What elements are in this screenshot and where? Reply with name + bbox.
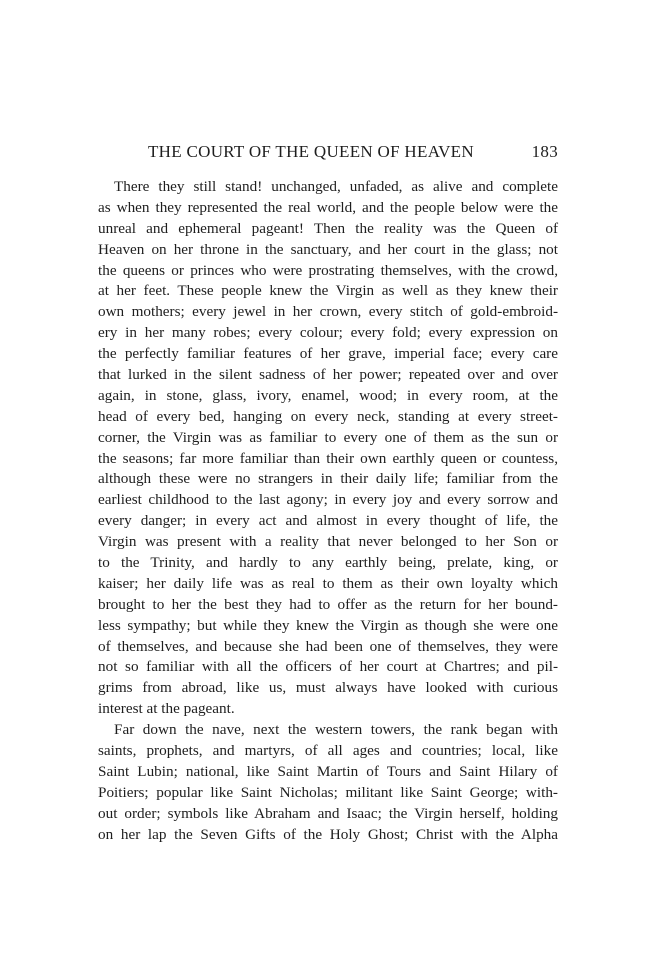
text-line: Poitiers; popular like Saint Nicholas; militant like Saint George; with- xyxy=(98,783,558,801)
text-line: again, in stone, glass, ivory, enamel, wood; in every room, at the xyxy=(98,386,558,404)
text-line: the seasons; far more familiar than their own earthly queen or countess, xyxy=(98,449,558,467)
text-line: Heaven on her throne in the sanctuary, and her court in the glass; not xyxy=(98,240,558,258)
text-line: at her feet. These people knew the Virgin as well as they knew their xyxy=(98,282,558,300)
text-line: less sympathy; but while they knew the Virgin as though she were one xyxy=(98,616,558,634)
text-line: grims from abroad, like us, must always have looked with curious xyxy=(98,679,558,697)
text-line: the queens or princes who were prostrating themselves, with the crowd, xyxy=(98,261,558,279)
text-line: brought to her the best they had to offer as the return for her bound- xyxy=(98,595,558,613)
text-line: saints, prophets, and martyrs, of all ages and countries; local, like xyxy=(98,742,558,760)
text-line: Saint Lubin; national, like Saint Martin of Tours and Saint Hilary of xyxy=(98,762,558,780)
text-line: although these were no strangers in their daily life; familiar from the xyxy=(98,470,558,488)
text-line: the perfectly familiar features of her grave, imperial face; every care xyxy=(98,345,558,363)
running-title: THE COURT OF THE QUEEN OF HEAVEN xyxy=(148,142,474,161)
text-line: unreal and ephemeral pageant! Then the reality was the Queen of xyxy=(98,219,558,237)
text-line: out order; symbols like Abraham and Isaac; the Virgin herself, holding xyxy=(98,804,558,822)
text-line: interest at the pageant. xyxy=(98,700,235,718)
text-line: kaiser; her daily life was as real to them as their own loyalty which xyxy=(98,574,558,592)
text-line: There they still stand! unchanged, unfaded, as alive and complete xyxy=(114,178,558,195)
text-line: Virgin was present with a reality that never belonged to her Son or xyxy=(98,533,558,551)
text-line: to the Trinity, and hardly to any earthly being, prelate, king, or xyxy=(98,554,558,572)
text-line: every danger; in every act and almost in every thought of life, the xyxy=(98,512,558,530)
text-line: not so familiar with all the officers of her court at Chartres; and pil- xyxy=(98,658,558,676)
text-line: ery in her many robes; every colour; every fold; every expression on xyxy=(98,324,558,342)
text-line: as when they represented the real world, and the people below were the xyxy=(98,198,558,216)
text-line: own mothers; every jewel in her crown, every stitch of gold-embroid- xyxy=(98,303,558,321)
page-number: 183 xyxy=(531,142,558,161)
text-line: corner, the Virgin was as familiar to every one of them as the sun or xyxy=(98,428,558,446)
running-header xyxy=(148,142,558,166)
text-line: head of every bed, hanging on every neck, standing at every street- xyxy=(98,407,558,425)
body-text xyxy=(98,177,558,846)
text-line: of themselves, and because she had been one of themselves, they were xyxy=(98,637,558,655)
text-line: earliest childhood to the last agony; in every joy and every sorrow and xyxy=(98,491,558,509)
text-line: on her lap the Seven Gifts of the Holy Ghost; Christ with the Alpha xyxy=(98,825,558,843)
text-line: Far down the nave, next the western towers, the rank began with xyxy=(114,721,558,739)
text-line: that lurked in the silent sadness of her power; repeated over and over xyxy=(98,366,558,384)
